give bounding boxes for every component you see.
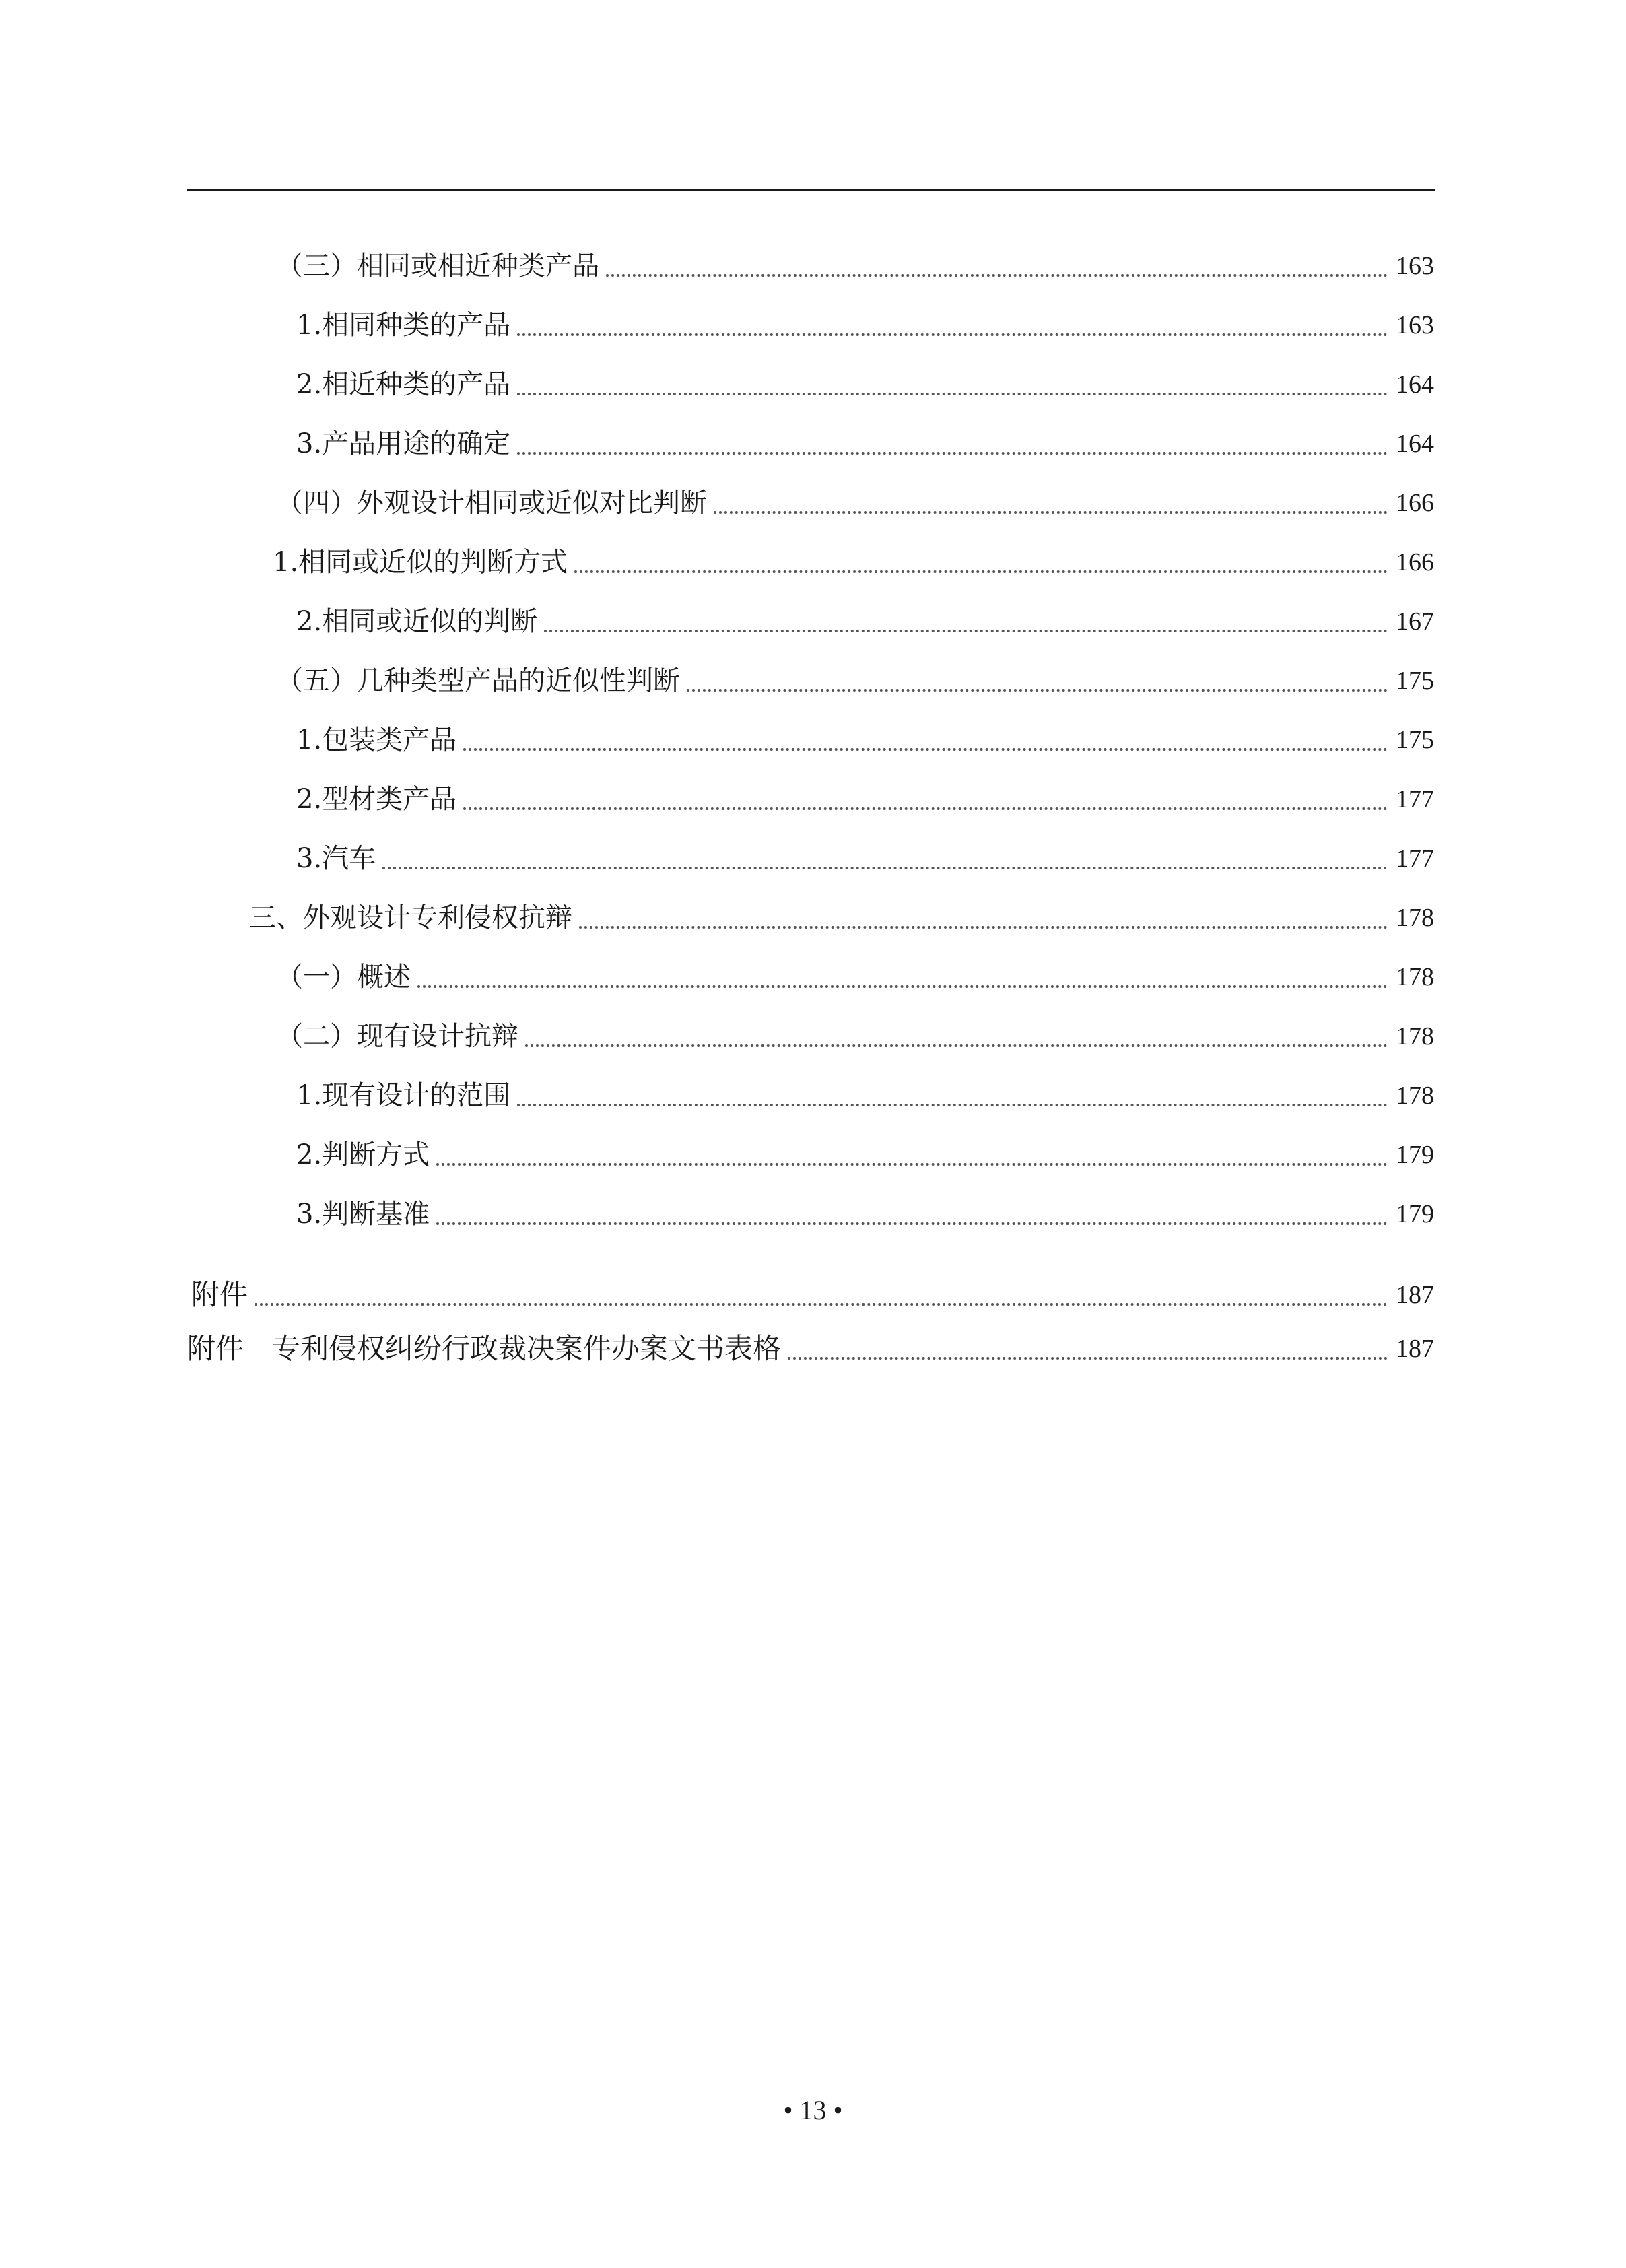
toc-entry-page: 187 xyxy=(1396,1335,1434,1363)
toc-entry-title: 1.相同或近似的判断方式 xyxy=(273,547,568,578)
toc-entry[interactable] xyxy=(296,720,1434,760)
toc-entry-page: 179 xyxy=(1396,1200,1434,1228)
toc-leader-dots xyxy=(382,867,1388,869)
toc-entry-page: 163 xyxy=(1396,252,1434,280)
toc-leader-dots xyxy=(436,1163,1388,1166)
toc-entry-page: 178 xyxy=(1396,1081,1434,1110)
toc-entry-page: 175 xyxy=(1396,726,1434,754)
toc-entry-page: 166 xyxy=(1396,548,1434,576)
toc-appendix-entry[interactable] xyxy=(187,1329,1434,1369)
toc-entry-title: 2.相近种类的产品 xyxy=(296,369,511,400)
toc-leader-dots xyxy=(517,333,1388,336)
toc-entry-title: 1.现有设计的范围 xyxy=(296,1080,511,1111)
toc-entry-page: 177 xyxy=(1396,844,1434,873)
toc-leader-dots xyxy=(417,985,1388,988)
toc-entry-page: 164 xyxy=(1396,430,1434,458)
header-rule xyxy=(187,189,1435,191)
toc-entry-title: 2.相同或近似的判断 xyxy=(296,606,538,637)
toc-entry-title: 3.汽车 xyxy=(296,843,376,874)
toc-entry-title: 附件 专利侵权纠纷行政裁决案件办案文书表格 xyxy=(187,1332,782,1365)
toc-entry[interactable] xyxy=(296,424,1434,464)
toc-entry-page: 179 xyxy=(1396,1141,1434,1169)
toc-entry[interactable] xyxy=(296,1135,1434,1175)
toc-entry-title: （一）概述 xyxy=(276,962,411,993)
toc-entry[interactable] xyxy=(276,483,1434,523)
toc-entry-page: 178 xyxy=(1396,1022,1434,1050)
toc-entry[interactable] xyxy=(296,779,1434,820)
toc-entry-page: 177 xyxy=(1396,785,1434,813)
toc-leader-dots xyxy=(463,807,1388,810)
toc-leader-dots xyxy=(574,570,1388,573)
toc-entry[interactable] xyxy=(276,1016,1434,1057)
toc-entry[interactable] xyxy=(249,898,1434,938)
toc-entry-page: 187 xyxy=(1396,1281,1434,1309)
toc-leader-dots xyxy=(579,926,1388,929)
toc-entry-title: 1.相同种类的产品 xyxy=(296,310,511,341)
toc-appendix-entry[interactable] xyxy=(191,1275,1434,1315)
toc-entry-page: 167 xyxy=(1396,607,1434,636)
toc-leader-dots xyxy=(788,1357,1388,1360)
toc-leader-dots xyxy=(436,1222,1388,1225)
toc-entry-title: （三）相同或相近种类产品 xyxy=(276,251,599,281)
toc-entry-title: 3.产品用途的确定 xyxy=(296,428,511,459)
toc-entry-page: 178 xyxy=(1396,963,1434,991)
toc-entry[interactable] xyxy=(296,838,1434,879)
toc-entry-page: 164 xyxy=(1396,370,1434,399)
toc-leader-dots xyxy=(544,630,1388,632)
toc-entry-title: 附件 xyxy=(191,1278,248,1311)
toc-entry-title: 1.包装类产品 xyxy=(296,725,457,756)
toc-entry-title: 三、外观设计专利侵权抗辩 xyxy=(249,902,572,933)
toc-leader-dots xyxy=(687,689,1388,692)
toc-entry[interactable] xyxy=(296,305,1434,345)
toc-entry[interactable] xyxy=(296,1075,1434,1116)
page-number: • 13 • xyxy=(783,2095,843,2125)
toc-entry-page: 178 xyxy=(1396,904,1434,932)
toc-leader-dots xyxy=(517,1104,1388,1106)
toc-entry-page: 175 xyxy=(1396,667,1434,695)
toc-entry-title: （五）几种类型产品的近似性判断 xyxy=(276,665,680,696)
toc-entry[interactable] xyxy=(273,542,1434,582)
toc-entry[interactable] xyxy=(276,661,1434,701)
toc-entry[interactable] xyxy=(276,957,1434,997)
toc-leader-dots xyxy=(255,1303,1388,1306)
toc-leader-dots xyxy=(517,452,1388,455)
toc-entry-title: 3.判断基准 xyxy=(296,1199,430,1230)
toc-entry-title: （二）现有设计抗辩 xyxy=(276,1021,518,1052)
toc-leader-dots xyxy=(463,748,1388,751)
toc-leader-dots xyxy=(525,1044,1388,1047)
toc-leader-dots xyxy=(714,511,1388,514)
toc-leader-dots xyxy=(517,393,1388,395)
toc-entry[interactable] xyxy=(296,601,1434,642)
toc-entry[interactable] xyxy=(296,364,1434,405)
toc-entry[interactable] xyxy=(276,246,1434,286)
toc-entry-title: （四）外观设计相同或近似对比判断 xyxy=(276,488,707,519)
toc-entry[interactable] xyxy=(296,1194,1434,1234)
toc-entry-title: 2.判断方式 xyxy=(296,1139,430,1170)
toc-entry-page: 166 xyxy=(1396,489,1434,517)
toc-entry-page: 163 xyxy=(1396,311,1434,339)
toc-entry-title: 2.型材类产品 xyxy=(296,784,457,815)
toc-leader-dots xyxy=(606,274,1388,277)
